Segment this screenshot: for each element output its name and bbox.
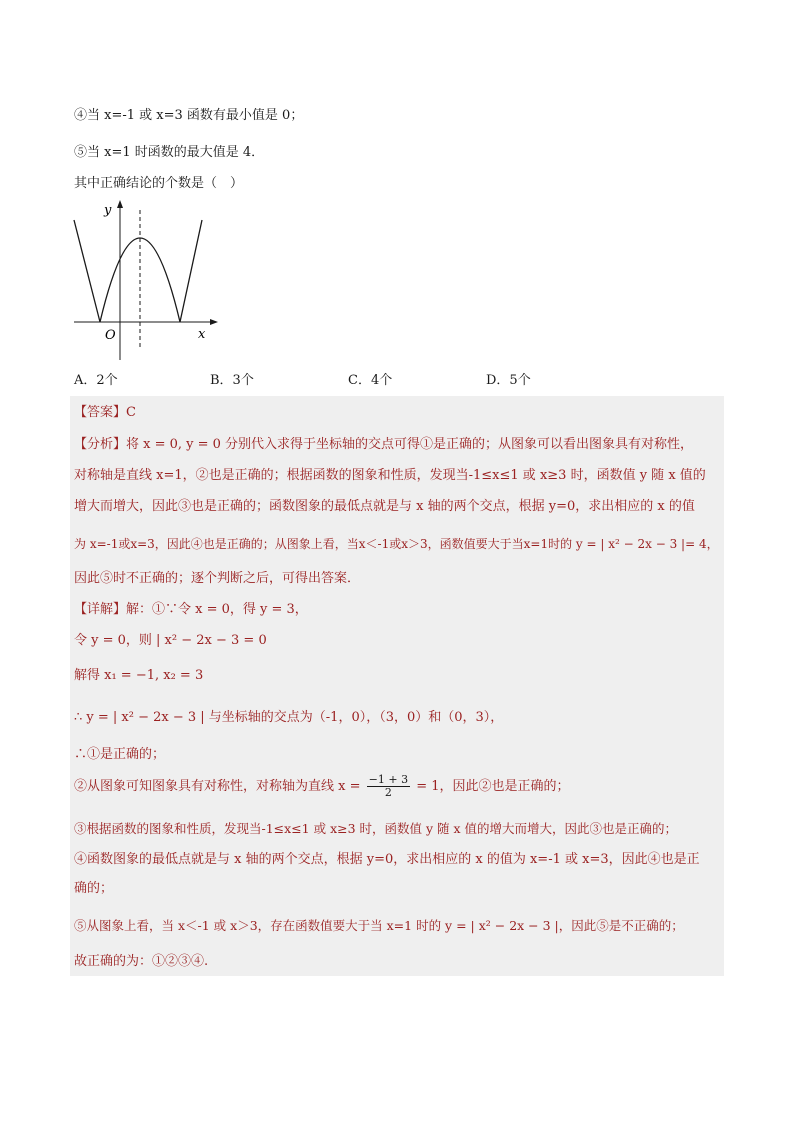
analysis-line-3: 增大而增大，因此③也是正确的；函数图象的最低点就是与 x 轴的两个交点，根据 y=0，求出相应的 x 的值: [74, 499, 695, 514]
detail-line-11: 故正确的为：①②③④.: [74, 954, 209, 969]
fraction-denominator: 2: [384, 786, 392, 799]
detail-line-9: 确的；: [74, 881, 114, 896]
analysis-line-5: 因此⑤时不正确的；逐个判断之后，可得出答案．: [74, 571, 361, 586]
detail-line-8: ④函数图象的最低点就是与 x 轴的两个交点，根据 y=0，求出相应的 x 的值为 x=-1 或 x=3，因此④也是正: [74, 852, 700, 867]
y-axis-label: y: [104, 203, 112, 218]
function-curve: [74, 220, 202, 322]
detail-line-5: ∴①是正确的；: [74, 747, 166, 762]
analysis-line-2: 对称轴是直线 x=1，②也是正确的；根据函数的图象和性质，发现当-1≤x≤1 或 x≥3 时，函数值 y 随 x 值的: [74, 468, 706, 483]
detail-line-6-start: ②从图象可知图象具有对称性，对称轴为直线 x =: [74, 779, 361, 794]
detail-line-3: 解得 x₁ = −1, x₂ = 3: [74, 668, 204, 683]
question-item-4: ④当 x=-1 或 x=3 函数有最小值是 0；: [74, 108, 304, 123]
option-a: A．2个: [74, 373, 118, 388]
fraction-numerator: −1 + 3: [368, 773, 409, 786]
option-b: B．3个: [210, 373, 254, 388]
analysis-line-4: 为 x=-1或x=3，因此④也是正确的；从图象上看，当x＜-1或x＞3，函数值要大于当x=1时的 y = | x² − 2x − 3 |= 4，: [74, 537, 719, 551]
analysis-line-1: 【分析】将 x = 0, y = 0 分别代入求得于坐标轴的交点可得①是正确的；从图象可以看出图象具有对称性，: [74, 437, 694, 452]
detail-line-1: 【详解】解：①∵令 x = 0，得 y = 3，: [74, 602, 308, 617]
detail-line-6-end: = 1，因此②也是正确的；: [416, 779, 570, 794]
question-item-5: ⑤当 x=1 时函数的最大值是 4．: [74, 145, 265, 160]
detail-line-2: 令 y = 0，则 | x² − 2x − 3 = 0: [74, 633, 267, 648]
y-axis-arrow: [117, 200, 123, 208]
detail-line-4: ∴ y = | x² − 2x − 3 | 与坐标轴的交点为（-1，0），（3，0）和（0，3），: [74, 710, 504, 725]
answer-line: 【答案】C: [74, 405, 136, 420]
detail-line-7: ③根据函数的图象和性质，发现当-1≤x≤1 或 x≥3 时，函数值 y 随 x 值的增大而增大，因此③也是正确的；: [74, 821, 678, 836]
function-graph: [70, 198, 220, 363]
x-axis-label: x: [198, 327, 206, 342]
option-c: C．4个: [348, 373, 393, 388]
option-d: D．5个: [486, 373, 531, 388]
symmetry-fraction: [367, 774, 410, 799]
x-axis-arrow: [210, 319, 218, 325]
question-prompt: 其中正确结论的个数是（ ）: [74, 176, 244, 191]
detail-line-10: ⑤从图象上看，当 x＜-1 或 x＞3，存在函数值要大于当 x=1 时的 y = | x² − 2x − 3 |，因此⑤是不正确的；: [74, 918, 684, 933]
detail-line-6: [74, 774, 570, 799]
origin-label: O: [105, 328, 116, 343]
